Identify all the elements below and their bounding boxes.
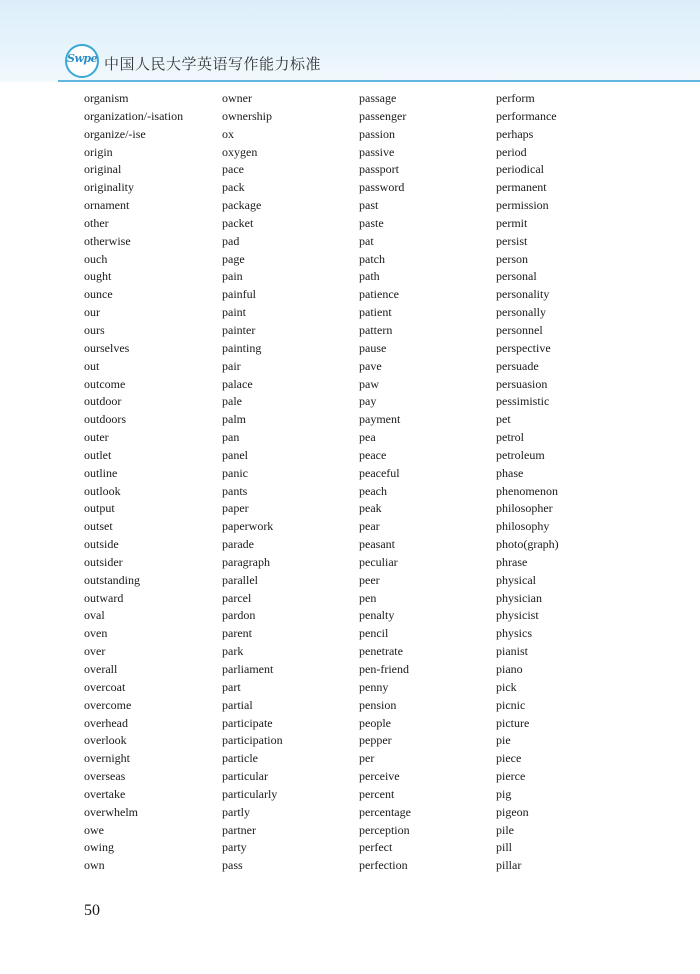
- word-entry: outlook: [84, 483, 121, 498]
- word-entry: owner: [222, 91, 252, 105]
- word-entry: out: [84, 358, 100, 373]
- word-entry: original: [84, 162, 122, 177]
- word-entry: passenger: [359, 108, 407, 123]
- word-entry: pepper: [359, 733, 392, 748]
- word-entry: passport: [359, 162, 399, 177]
- word-entry: peer: [359, 572, 380, 587]
- word-entry: pierce: [496, 769, 526, 784]
- word-entry: origin: [84, 144, 113, 159]
- word-entry: payment: [359, 412, 401, 427]
- word-entry: paper: [222, 501, 249, 516]
- word-entry: perception: [359, 822, 410, 837]
- word-entry: pave: [359, 358, 382, 373]
- word-entry: photo(graph): [496, 537, 559, 552]
- word-entry: pair: [222, 358, 241, 373]
- word-entry: painting: [222, 340, 262, 355]
- word-entry: perceive: [359, 769, 400, 784]
- word-entry: pan: [222, 430, 240, 445]
- word-entry: painful: [222, 287, 256, 302]
- word-entry: partial: [222, 697, 253, 712]
- word-entry: passive: [359, 144, 395, 159]
- word-entry: palm: [222, 412, 246, 427]
- word-entry: outdoors: [84, 412, 126, 427]
- word-entry: perfect: [359, 840, 393, 855]
- word-entry: physicist: [496, 608, 539, 623]
- word-entry: pattern: [359, 322, 393, 337]
- word-entry: parallel: [222, 572, 258, 587]
- word-entry: paragraph: [222, 554, 270, 569]
- word-entry: outward: [84, 590, 124, 605]
- header-rule: [58, 80, 700, 82]
- word-entry: penalty: [359, 608, 395, 623]
- word-entry: performance: [496, 108, 557, 123]
- word-entry: pigeon: [496, 804, 529, 819]
- word-entry: overtake: [84, 786, 126, 801]
- word-entry: other: [84, 215, 109, 230]
- word-entry: per: [359, 751, 375, 766]
- word-entry: permanent: [496, 180, 547, 195]
- word-entry: persist: [496, 233, 528, 248]
- word-entry: parent: [222, 626, 252, 641]
- word-entry: permission: [496, 198, 549, 213]
- word-entry: philosopher: [496, 501, 553, 516]
- word-entry: outdoor: [84, 394, 122, 409]
- header-title: 中国人民大学英语写作能力标准: [104, 55, 322, 73]
- word-entry: pet: [496, 412, 511, 427]
- word-entry: perform: [496, 91, 535, 105]
- word-entry: piano: [496, 662, 523, 676]
- word-entry: participation: [222, 733, 283, 748]
- word-entry: package: [222, 198, 262, 213]
- word-entry: path: [359, 269, 380, 284]
- word-entry: personal: [496, 269, 537, 284]
- word-entry: pen: [359, 590, 377, 605]
- word-entry: pension: [359, 697, 397, 712]
- word-entry: periodical: [496, 162, 544, 177]
- word-entry: period: [496, 144, 527, 159]
- word-entry: personally: [496, 305, 546, 320]
- word-entry: over: [84, 644, 106, 659]
- word-entry: partly: [222, 804, 250, 819]
- word-entry: overwhelm: [84, 804, 138, 819]
- word-entry: originality: [84, 180, 134, 195]
- word-entry: ours: [84, 322, 105, 337]
- word-entry: picture: [496, 715, 530, 730]
- word-entry: pale: [222, 394, 242, 409]
- word-entry: patch: [359, 251, 385, 266]
- word-entry: pencil: [359, 626, 389, 641]
- word-entry: outset: [84, 519, 113, 534]
- word-entry: physical: [496, 572, 536, 587]
- word-entry: peculiar: [359, 554, 398, 569]
- word-entry: phase: [496, 465, 524, 480]
- word-entry: piece: [496, 751, 522, 766]
- word-entry: packet: [222, 215, 254, 230]
- word-entry: pear: [359, 519, 380, 534]
- word-column-3: [359, 90, 494, 875]
- word-entry: percentage: [359, 804, 411, 819]
- word-entry: our: [84, 305, 100, 320]
- word-entry: ornament: [84, 198, 130, 213]
- word-entry: pants: [222, 483, 248, 498]
- word-entry: party: [222, 840, 247, 855]
- word-entry: pace: [222, 162, 244, 177]
- word-entry: owing: [84, 840, 114, 855]
- word-entry: peach: [359, 483, 387, 498]
- word-entry: phrase: [496, 554, 528, 569]
- word-entry: pad: [222, 233, 240, 248]
- word-entry: physics: [496, 626, 532, 641]
- word-entry: picnic: [496, 697, 526, 712]
- word-entry: pat: [359, 233, 374, 248]
- word-entry: perfection: [359, 858, 408, 873]
- word-entry: percent: [359, 786, 395, 801]
- word-entry: overseas: [84, 769, 126, 784]
- word-entry: pile: [496, 822, 514, 837]
- word-entry: organization/-isation: [84, 108, 184, 123]
- word-entry: paperwork: [222, 519, 274, 534]
- word-entry: ought: [84, 269, 112, 284]
- word-entry: pause: [359, 340, 387, 355]
- word-entry: partner: [222, 822, 256, 837]
- word-entry: outline: [84, 465, 118, 480]
- word-entry: ownership: [222, 108, 272, 123]
- word-entry: personnel: [496, 322, 543, 337]
- word-entry: paint: [222, 305, 246, 320]
- word-entry: philosophy: [496, 519, 550, 534]
- word-entry: paw: [359, 376, 379, 391]
- word-entry: organize/-ise: [84, 126, 146, 141]
- word-entry: persuade: [496, 358, 539, 373]
- word-entry: particular: [222, 769, 268, 784]
- word-entry: patience: [359, 287, 399, 302]
- word-entry: pianist: [496, 644, 528, 659]
- word-entry: petroleum: [496, 447, 545, 462]
- word-entry: participate: [222, 715, 273, 730]
- word-entry: penny: [359, 679, 389, 694]
- word-entry: ounce: [84, 287, 113, 302]
- word-entry: palace: [222, 376, 253, 391]
- word-entry: past: [359, 198, 379, 213]
- word-entry: outside: [84, 537, 119, 552]
- word-entry: people: [359, 715, 391, 730]
- word-entry: panel: [222, 447, 248, 462]
- word-entry: patient: [359, 305, 392, 320]
- word-entry: pick: [496, 679, 517, 694]
- word-entry: persuasion: [496, 376, 548, 391]
- word-entry: overnight: [84, 751, 130, 766]
- word-entry: peak: [359, 501, 382, 516]
- word-entry: pea: [359, 430, 376, 445]
- word-entry: overall: [84, 662, 118, 676]
- word-entry: part: [222, 679, 241, 694]
- word-entry: pack: [222, 180, 245, 195]
- word-entry: pass: [222, 858, 243, 873]
- word-entry: ouch: [84, 251, 108, 266]
- word-entry: perspective: [496, 340, 551, 355]
- word-entry: particle: [222, 751, 258, 766]
- word-entry: passage: [359, 91, 397, 105]
- word-entry: park: [222, 644, 244, 659]
- word-entry: parcel: [222, 590, 252, 605]
- word-entry: outstanding: [84, 572, 140, 587]
- word-entry: oval: [84, 608, 105, 623]
- word-entry: person: [496, 251, 528, 266]
- word-entry: perhaps: [496, 126, 534, 141]
- word-entry: passion: [359, 126, 395, 141]
- word-entry: personality: [496, 287, 550, 302]
- word-entry: pardon: [222, 608, 256, 623]
- word-entry: parliament: [222, 662, 274, 676]
- word-entry: oven: [84, 626, 108, 641]
- word-entry: pay: [359, 394, 377, 409]
- word-entry: output: [84, 501, 115, 516]
- word-entry: overhead: [84, 715, 128, 730]
- word-entry: ourselves: [84, 340, 130, 355]
- swpe-logo: [65, 44, 99, 78]
- word-entry: pill: [496, 840, 513, 855]
- word-column-4: [496, 90, 631, 875]
- word-entry: peaceful: [359, 465, 400, 480]
- word-entry: parade: [222, 537, 254, 552]
- word-entry: permit: [496, 215, 528, 230]
- word-entry: ox: [222, 126, 234, 141]
- word-entry: organism: [84, 91, 129, 105]
- word-column-2: [222, 90, 357, 875]
- word-entry: overcome: [84, 697, 132, 712]
- word-entry: own: [84, 858, 105, 873]
- word-entry: pen-friend: [359, 662, 409, 676]
- word-entry: particularly: [222, 786, 278, 801]
- word-column-1: [84, 90, 219, 875]
- word-entry: page: [222, 251, 245, 266]
- word-entry: pain: [222, 269, 243, 284]
- word-entry: penetrate: [359, 644, 403, 659]
- word-entry: physician: [496, 590, 542, 605]
- word-entry: overcoat: [84, 679, 126, 694]
- word-entry: pig: [496, 786, 512, 801]
- word-entry: otherwise: [84, 233, 131, 248]
- word-entry: painter: [222, 322, 256, 337]
- word-entry: overlook: [84, 733, 127, 748]
- word-entry: pessimistic: [496, 394, 550, 409]
- word-entry: pillar: [496, 858, 522, 873]
- word-entry: outsider: [84, 554, 123, 569]
- word-entry: phenomenon: [496, 483, 558, 498]
- word-entry: outcome: [84, 376, 126, 391]
- word-entry: owe: [84, 822, 104, 837]
- word-entry: peasant: [359, 537, 395, 552]
- word-entry: peace: [359, 447, 387, 462]
- page-number: 50: [84, 902, 100, 919]
- word-entry: password: [359, 180, 405, 195]
- word-entry: paste: [359, 215, 384, 230]
- word-entry: petrol: [496, 430, 524, 445]
- word-entry: oxygen: [222, 144, 258, 159]
- word-entry: outlet: [84, 447, 112, 462]
- word-entry: pie: [496, 733, 511, 748]
- word-entry: outer: [84, 430, 109, 445]
- logo-text: Swpe: [67, 52, 98, 65]
- word-entry: panic: [222, 465, 248, 480]
